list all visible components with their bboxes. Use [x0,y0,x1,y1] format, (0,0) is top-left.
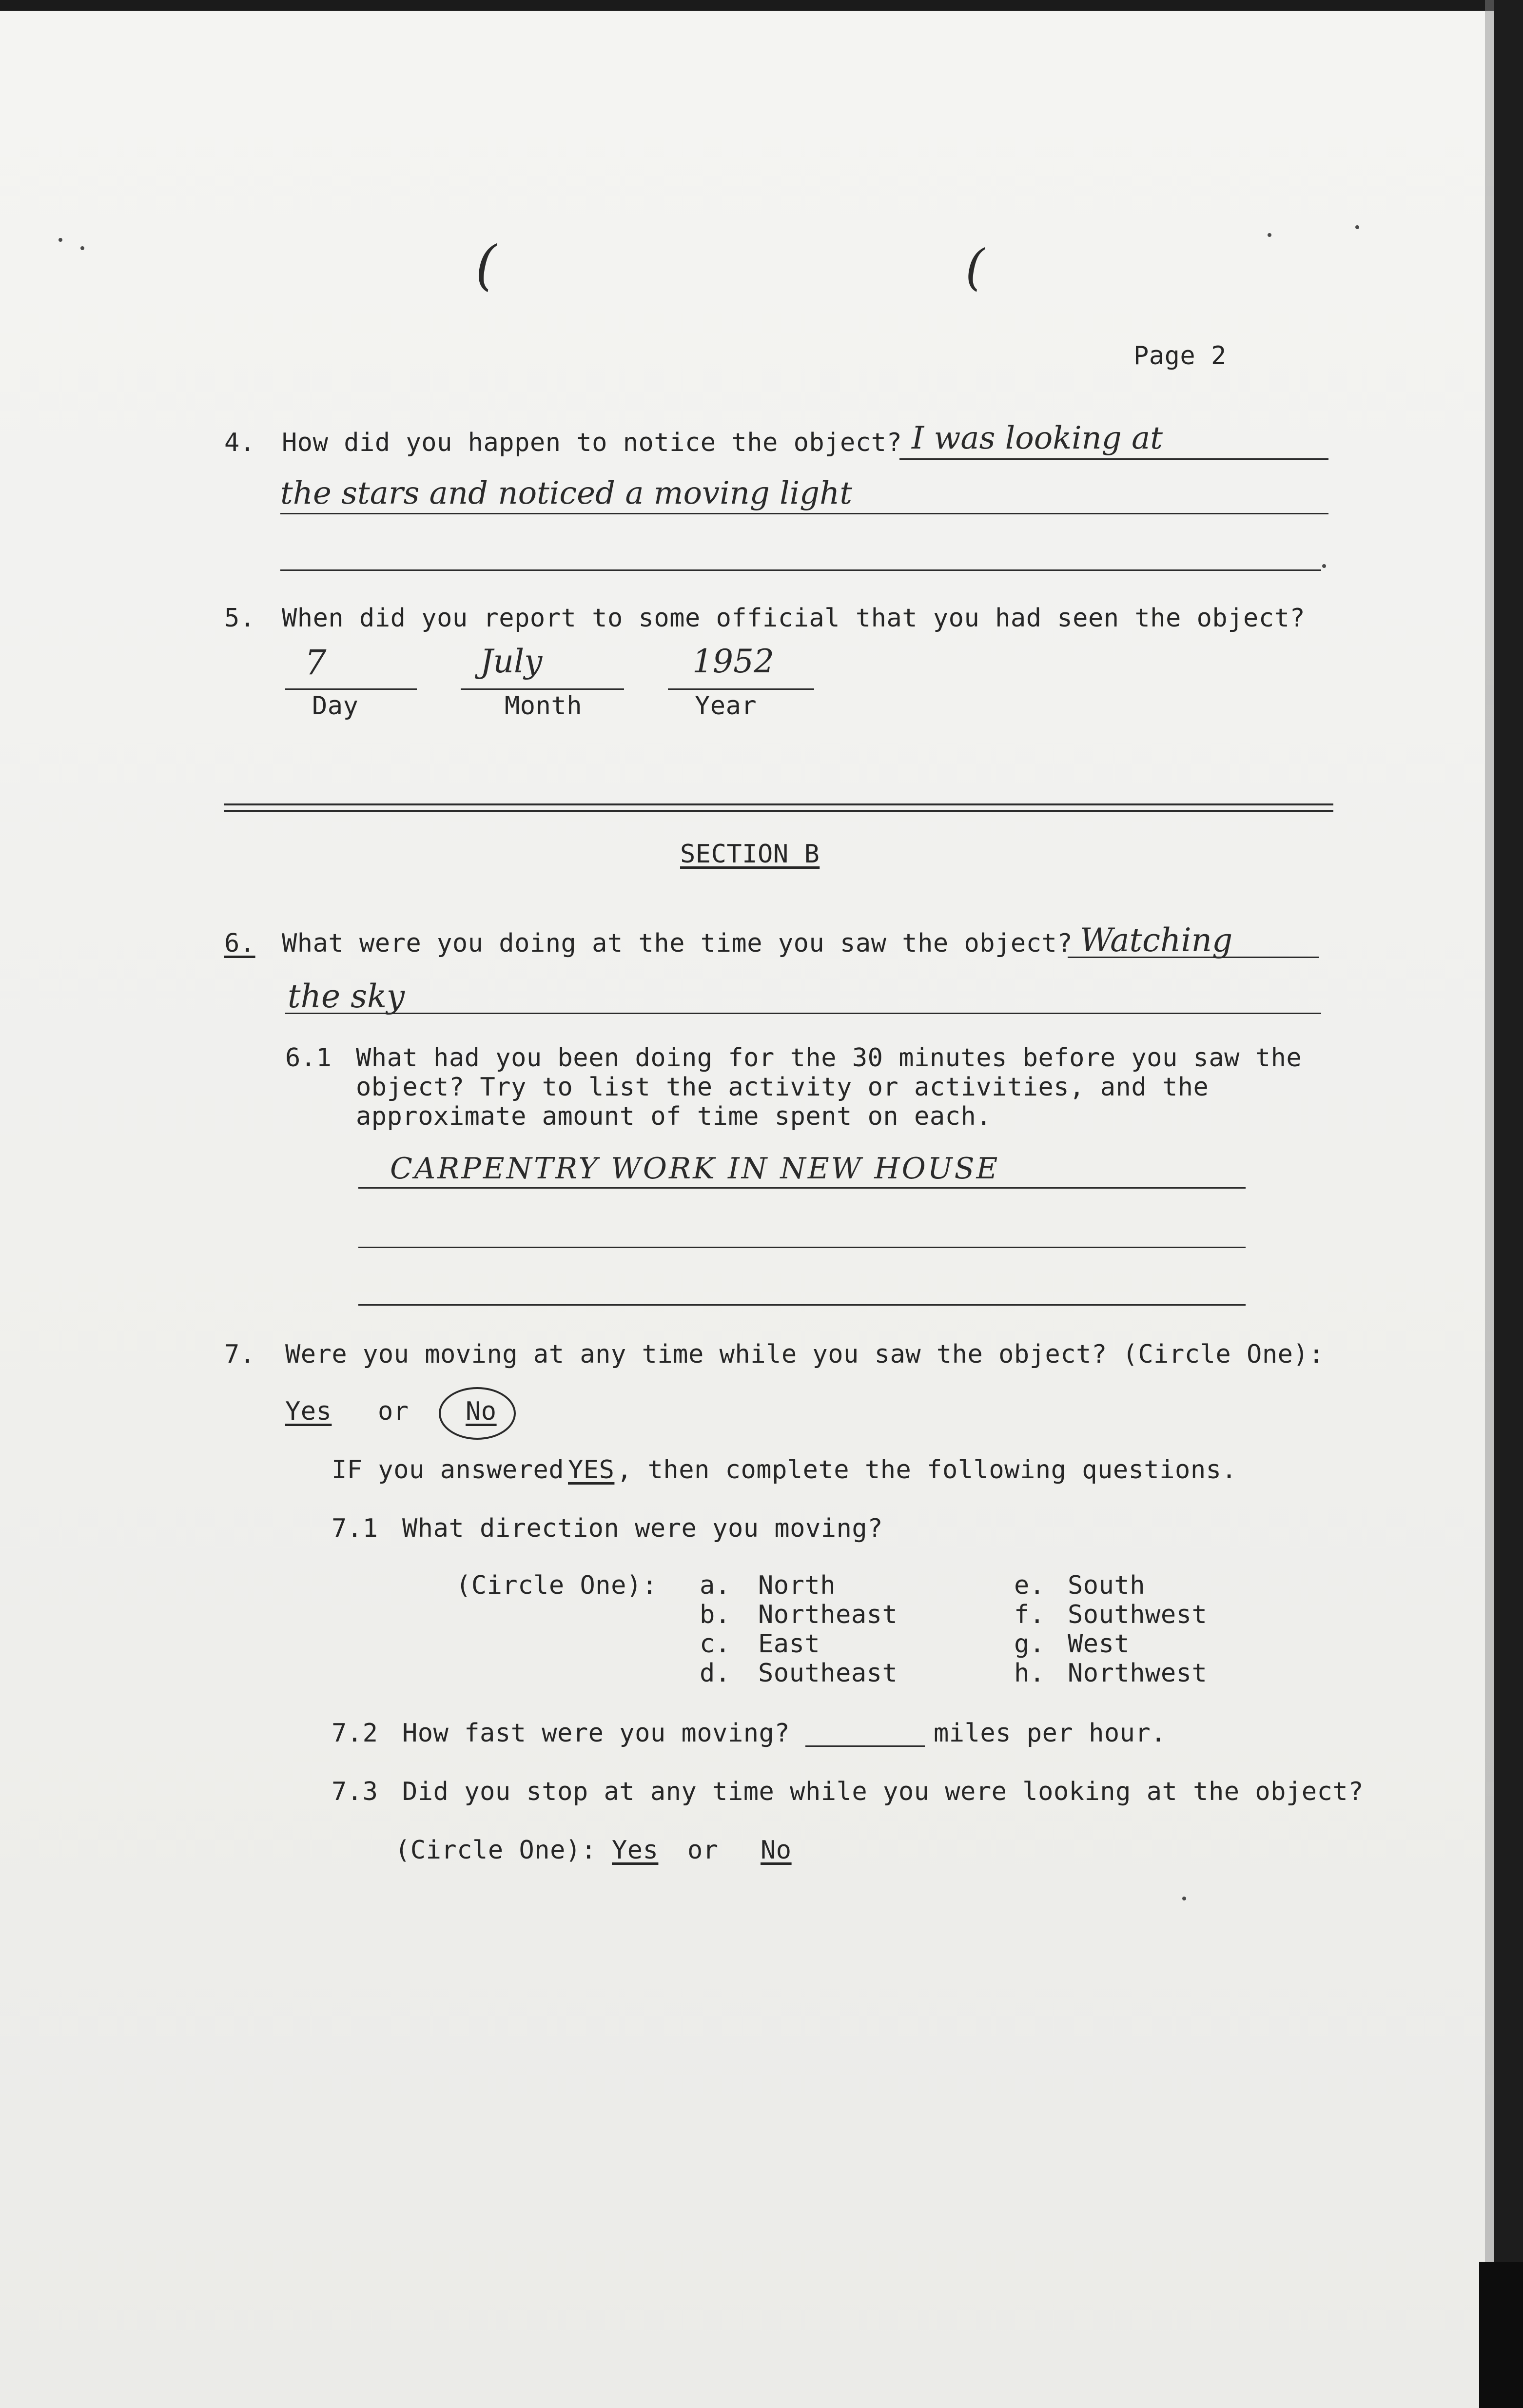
q71-number: 7.1 [332,1514,378,1543]
q7-no-option: No [466,1397,497,1426]
scan-speck [80,246,84,250]
q71-circle-one: (Circle One): [456,1571,658,1600]
q61-answer-line-2 [358,1247,1246,1248]
q4-question: How did you happen to notice the object? [282,428,902,457]
q61-line-1: What had you been doing for the 30 minutes before you saw the [356,1043,1302,1073]
q73-no-option: No [761,1836,792,1865]
q61-answer: CARPENTRY WORK IN NEW HOUSE [390,1152,1000,1186]
q61-line-2: object? Try to list the activity or activities, and the [356,1073,1209,1102]
q7-no-circle-mark [439,1387,516,1440]
q7-if-prefix: IF you answered [332,1455,565,1485]
q72-number: 7.2 [332,1719,378,1748]
q73-number: 7.3 [332,1777,378,1806]
section-divider-top [224,803,1333,805]
q71-question: What direction were you moving? [402,1514,883,1543]
q72-unit: miles per hour. [934,1719,1167,1748]
scan-edge-right [1494,0,1523,2408]
q71-option-d-letter: d. [700,1659,731,1688]
q61-answer-line-1 [358,1187,1246,1189]
q72-question: How fast were you moving? [402,1719,790,1748]
q5-year-value: 1952 [692,643,774,680]
scan-edge-top [0,0,1523,11]
q4-answer-2: the stars and noticed a moving light [280,475,853,511]
punch-mark-right: ( [965,239,985,296]
q6-answer-1: Watching [1080,921,1233,959]
q61-answer-line-3 [358,1304,1246,1306]
q4-number: 4. [224,428,255,457]
q71-option-h-letter: h. [1014,1659,1045,1688]
q73-yes-option: Yes [612,1836,659,1865]
q71-option-b-letter: b. [700,1600,731,1629]
q73-circle-one: (Circle One): [395,1836,597,1865]
q71-option-a-label: North [758,1571,836,1600]
q71-option-g-label: West [1068,1629,1130,1659]
q6-number: 6. [224,929,255,958]
section-divider-bottom [224,810,1333,812]
q4-answer-1: I was looking at [912,420,1163,456]
q7-yes-option: Yes [285,1397,332,1426]
q61-line-3: approximate amount of time spent on each. [356,1102,992,1131]
q6-answer-2: the sky [288,978,405,1015]
q6-answer-line-1 [1068,957,1319,958]
q4-answer-line-3 [280,569,1321,571]
q5-day-value: 7 [305,643,327,683]
q7-if-yes: YES [568,1455,615,1485]
q4-answer-line-2 [280,513,1328,514]
q71-option-c-label: East [758,1629,820,1659]
scan-edge-corner [1479,2262,1523,2408]
q7-number: 7. [224,1340,255,1369]
q5-month-line [461,688,624,690]
q71-option-c-letter: c. [700,1629,731,1659]
q5-year-label: Year [695,691,757,721]
q71-option-d-label: Southeast [758,1659,898,1688]
q5-number: 5. [224,604,255,633]
q6-question: What were you doing at the time you saw the object? [282,929,1073,958]
q71-option-b-label: Northeast [758,1600,898,1629]
q4-period [1322,564,1326,568]
q71-option-e-letter: e. [1014,1571,1045,1600]
q7-or: or [378,1397,409,1426]
q71-option-a-letter: a. [700,1571,731,1600]
q71-option-f-letter: f. [1014,1600,1045,1629]
q7-if-suffix: , then complete the following questions. [617,1455,1237,1485]
q72-speed-blank [805,1745,925,1747]
q5-day-line [285,688,417,690]
scan-speck [1268,233,1271,237]
page-label: Page 2 [1133,341,1227,371]
punch-mark-left: ( [475,234,496,296]
q71-option-e-label: South [1068,1571,1146,1600]
scan-edge-shadow [1485,0,1494,2408]
q6-answer-line-2 [285,1013,1321,1014]
q73-or: or [687,1836,719,1865]
q7-question: Were you moving at any time while you saw the object? (Circle One): [285,1340,1325,1369]
scan-speck [59,238,62,242]
q5-question: When did you report to some official that you had seen the object? [282,604,1306,633]
section-title: SECTION B [680,840,820,869]
q4-answer-line-1 [899,458,1328,460]
scan-speck [1355,225,1359,229]
q61-number: 6.1 [285,1043,332,1073]
q5-month-label: Month [505,691,583,721]
q5-day-label: Day [312,691,359,721]
scan-speck [1182,1897,1186,1900]
q5-year-line [668,688,814,690]
q5-month-value: July [480,643,543,680]
q71-option-f-label: Southwest [1068,1600,1208,1629]
q71-option-h-label: Northwest [1068,1659,1208,1688]
q71-option-g-letter: g. [1014,1629,1045,1659]
q73-question: Did you stop at any time while you were looking at the object? [402,1777,1364,1806]
